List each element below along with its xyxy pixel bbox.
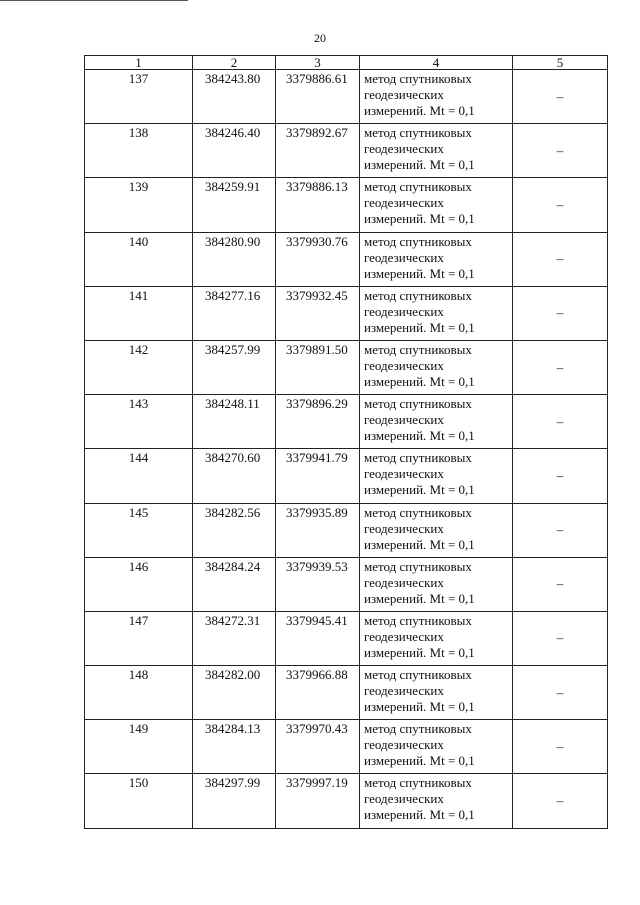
coordinate-x: 384284.24 xyxy=(193,557,276,611)
method-cell xyxy=(360,286,513,340)
method-line: измерений. Mt = 0,1 xyxy=(364,753,475,769)
table-row xyxy=(85,178,608,232)
method-cell xyxy=(360,124,513,178)
note-dash: – xyxy=(513,395,608,449)
method-line: геодезических xyxy=(364,249,444,265)
point-number: 144 xyxy=(85,449,193,503)
note-dash: – xyxy=(513,611,608,665)
method-line: метод спутниковых xyxy=(364,558,472,574)
note-dash: – xyxy=(513,232,608,286)
method-line: метод спутниковых xyxy=(364,504,472,520)
method-line: измерений. Mt = 0,1 xyxy=(364,590,475,606)
table-row xyxy=(85,666,608,720)
coordinate-x: 384282.00 xyxy=(193,666,276,720)
method-line: геодезических xyxy=(364,466,444,482)
header-col-5: 5 xyxy=(513,56,608,70)
table-row xyxy=(85,124,608,178)
method-line: метод спутниковых xyxy=(364,179,472,195)
method-cell xyxy=(360,557,513,611)
note-dash: – xyxy=(513,666,608,720)
table-row xyxy=(85,503,608,557)
point-number: 146 xyxy=(85,557,193,611)
method-line: метод спутниковых xyxy=(364,450,472,466)
method-line: измерений. Mt = 0,1 xyxy=(364,319,475,335)
point-number: 142 xyxy=(85,340,193,394)
coordinate-x: 384246.40 xyxy=(193,124,276,178)
method-line: измерений. Mt = 0,1 xyxy=(364,373,475,389)
point-number: 139 xyxy=(85,178,193,232)
table-row xyxy=(85,611,608,665)
coordinate-x: 384248.11 xyxy=(193,395,276,449)
method-cell xyxy=(360,611,513,665)
coordinate-x: 384243.80 xyxy=(193,70,276,124)
method-line: метод спутниковых xyxy=(364,71,472,86)
method-line: метод спутниковых xyxy=(364,396,472,412)
method-line: измерений. Mt = 0,1 xyxy=(364,103,475,118)
method-line: измерений. Mt = 0,1 xyxy=(364,807,475,823)
method-line: метод спутниковых xyxy=(364,612,472,628)
method-line: измерений. Mt = 0,1 xyxy=(364,211,475,227)
point-number: 149 xyxy=(85,720,193,774)
point-number: 145 xyxy=(85,503,193,557)
method-cell xyxy=(360,340,513,394)
note-dash: – xyxy=(513,503,608,557)
coordinate-y: 3379892.67 xyxy=(276,124,360,178)
coordinate-x: 384257.99 xyxy=(193,340,276,394)
table-row xyxy=(85,70,608,124)
method-line: измерений. Mt = 0,1 xyxy=(364,482,475,498)
coordinate-y: 3379970.43 xyxy=(276,720,360,774)
point-number: 148 xyxy=(85,666,193,720)
coordinate-y: 3379886.13 xyxy=(276,178,360,232)
note-dash: – xyxy=(513,449,608,503)
table-body xyxy=(85,70,608,829)
coordinate-x: 384270.60 xyxy=(193,449,276,503)
coordinate-y: 3379941.79 xyxy=(276,449,360,503)
page-number: 20 xyxy=(314,31,326,45)
method-line: метод спутниковых xyxy=(364,287,472,303)
table-row xyxy=(85,449,608,503)
method-line: метод спутниковых xyxy=(364,233,472,249)
table-row xyxy=(85,395,608,449)
point-number: 141 xyxy=(85,286,193,340)
method-line: измерений. Mt = 0,1 xyxy=(364,699,475,715)
method-line: метод спутниковых xyxy=(364,775,472,791)
method-cell xyxy=(360,449,513,503)
coordinate-y: 3379896.29 xyxy=(276,395,360,449)
note-dash: – xyxy=(513,70,608,124)
header-row xyxy=(85,56,608,70)
coordinate-x: 384282.56 xyxy=(193,503,276,557)
table-row xyxy=(85,286,608,340)
method-line: геодезических xyxy=(364,141,444,157)
coordinate-y: 3379966.88 xyxy=(276,666,360,720)
note-dash: – xyxy=(513,774,608,828)
coordinate-y: 3379930.76 xyxy=(276,232,360,286)
header-col-1: 1 xyxy=(85,56,193,70)
method-line: геодезических xyxy=(364,737,444,753)
method-line: геодезических xyxy=(364,683,444,699)
method-line: измерений. Mt = 0,1 xyxy=(364,428,475,444)
note-dash: – xyxy=(513,720,608,774)
note-dash: – xyxy=(513,124,608,178)
note-dash: – xyxy=(513,557,608,611)
method-line: геодезических xyxy=(364,412,444,428)
header-col-3: 3 xyxy=(276,56,360,70)
coordinate-y: 3379886.61 xyxy=(276,70,360,124)
coordinate-y: 3379939.53 xyxy=(276,557,360,611)
top-divider xyxy=(0,0,188,1)
coordinate-x: 384297.99 xyxy=(193,774,276,828)
method-line: геодезических xyxy=(364,520,444,536)
coordinate-x: 384259.91 xyxy=(193,178,276,232)
point-number: 138 xyxy=(85,124,193,178)
coordinate-y: 3379945.41 xyxy=(276,611,360,665)
point-number: 150 xyxy=(85,774,193,828)
header-col-2: 2 xyxy=(193,56,276,70)
method-line: метод спутниковых xyxy=(364,667,472,683)
method-line: измерений. Mt = 0,1 xyxy=(364,265,475,281)
point-number: 147 xyxy=(85,611,193,665)
method-line: измерений. Mt = 0,1 xyxy=(364,157,475,173)
method-line: геодезических xyxy=(364,357,444,373)
method-line: метод спутниковых xyxy=(364,125,472,141)
table-row xyxy=(85,720,608,774)
method-line: геодезических xyxy=(364,87,444,102)
method-cell xyxy=(360,232,513,286)
note-dash: – xyxy=(513,340,608,394)
note-dash: – xyxy=(513,178,608,232)
method-cell xyxy=(360,720,513,774)
method-line: измерений. Mt = 0,1 xyxy=(364,644,475,660)
method-cell xyxy=(360,666,513,720)
table-row xyxy=(85,774,608,828)
note-dash: – xyxy=(513,286,608,340)
header-col-4: 4 xyxy=(360,56,513,70)
coordinate-y: 3379935.89 xyxy=(276,503,360,557)
method-line: геодезических xyxy=(364,628,444,644)
table-row xyxy=(85,557,608,611)
coordinate-x: 384277.16 xyxy=(193,286,276,340)
method-line: метод спутниковых xyxy=(364,341,472,357)
point-number: 140 xyxy=(85,232,193,286)
coordinate-y: 3379997.19 xyxy=(276,774,360,828)
method-cell xyxy=(360,774,513,828)
point-number: 137 xyxy=(85,70,193,124)
coordinate-x: 384272.31 xyxy=(193,611,276,665)
method-cell xyxy=(360,178,513,232)
coordinates-table xyxy=(84,55,608,829)
method-line: измерений. Mt = 0,1 xyxy=(364,536,475,552)
method-line: геодезических xyxy=(364,195,444,211)
coordinate-x: 384280.90 xyxy=(193,232,276,286)
method-cell xyxy=(360,503,513,557)
method-line: метод спутниковых xyxy=(364,721,472,737)
method-line: геодезических xyxy=(364,791,444,807)
method-line: геодезических xyxy=(364,574,444,590)
method-line: геодезических xyxy=(364,303,444,319)
coordinate-x: 384284.13 xyxy=(193,720,276,774)
method-cell xyxy=(360,395,513,449)
coordinate-y: 3379891.50 xyxy=(276,340,360,394)
table-row xyxy=(85,340,608,394)
table-row xyxy=(85,232,608,286)
point-number: 143 xyxy=(85,395,193,449)
method-cell xyxy=(360,70,513,124)
coordinate-y: 3379932.45 xyxy=(276,286,360,340)
